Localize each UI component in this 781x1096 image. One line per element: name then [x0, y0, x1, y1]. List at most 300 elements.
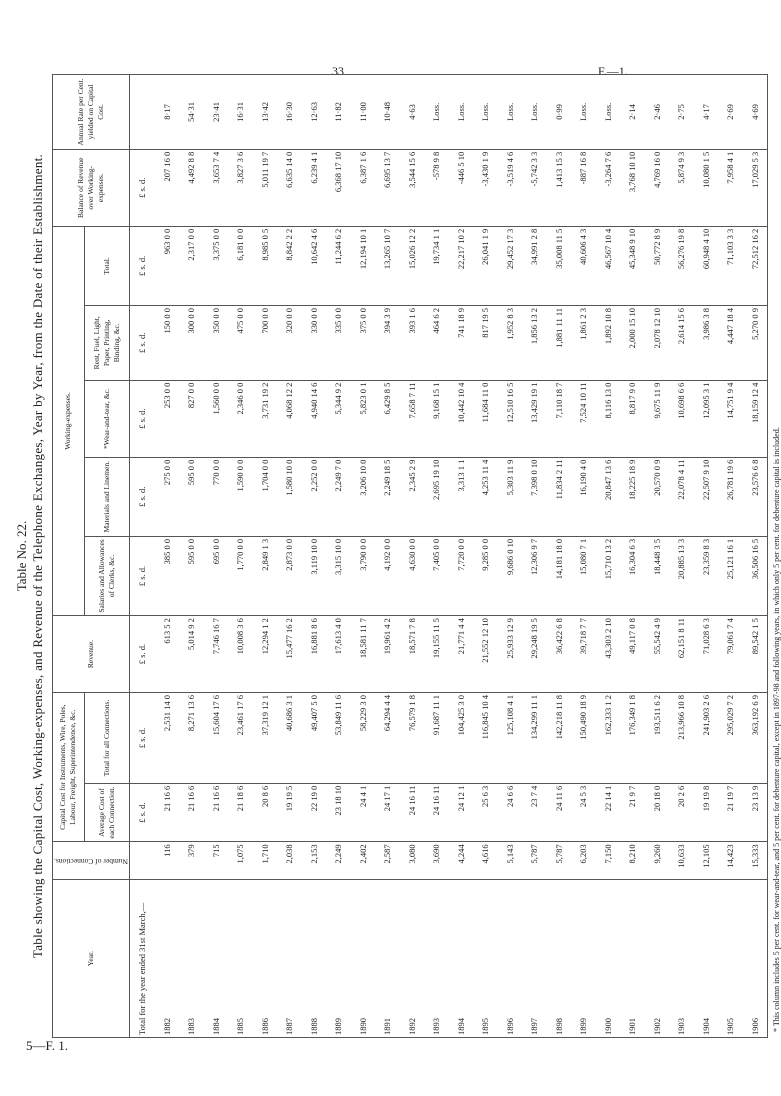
cell-cap: 23,461 17 6	[228, 693, 253, 784]
cell-rev: 79,061 7 4	[718, 616, 743, 693]
cell-rev: 62,151 8 11	[669, 616, 694, 693]
cell-tot: 8,842 2 2	[277, 226, 302, 305]
cell-avg: 23 18 10	[326, 783, 351, 842]
cell-rent: 464 6 2	[424, 305, 449, 380]
cell-cap: 162,333 1 2	[595, 693, 620, 784]
cell-avg: 24 6 6	[497, 783, 522, 842]
cell-wear: 5,344 9 2	[326, 380, 351, 457]
cell-year: 1893	[424, 880, 449, 1038]
cell-sal: 3,790 0 0	[350, 536, 375, 615]
cell-avg: 21 18 6	[228, 783, 253, 842]
cell-tot: 19,734 1 1	[424, 226, 449, 305]
cell-avg: 24 5 3	[571, 783, 596, 842]
cell-year: 1891	[375, 880, 400, 1038]
header-working: Working-expenses.	[53, 226, 85, 615]
cell-rate: Loss.	[571, 75, 596, 150]
cell-rent: 1,861 2 3	[571, 305, 596, 380]
cell-rate: 4·17	[693, 75, 718, 150]
cell-avg: 20 2 6	[669, 783, 694, 842]
cell-year: 1901	[620, 880, 645, 1038]
cell-wear: 4,940 14 6	[301, 380, 326, 457]
units-label: £ s. d.	[129, 536, 154, 615]
cell-cap: 104,425 3 0	[448, 693, 473, 784]
cell-mat: 20,847 13 6	[595, 457, 620, 536]
table-row	[546, 75, 571, 1038]
cell-bal: -887 16 8	[571, 149, 596, 226]
cell-mat: 595 0 0	[179, 457, 204, 536]
cell-rent: 320 0 0	[277, 305, 302, 380]
cell-avg: 23 13 9	[742, 783, 767, 842]
cell-cap: 150,490 18 9	[571, 693, 596, 784]
cell-cap: 64,294 4 4	[375, 693, 400, 784]
cell-bal: -578 9 8	[424, 149, 449, 226]
cell-rate: 8·17	[154, 75, 179, 150]
cell-cap: 213,966 10 8	[669, 693, 694, 784]
header-salaries: Salaries and Allowances of Clerks, &c.	[84, 536, 129, 615]
cell-conn: 1,075	[228, 842, 253, 880]
table-row	[228, 75, 253, 1038]
cell-year: 1895	[473, 880, 498, 1038]
table-row	[473, 75, 498, 1038]
table-row	[424, 75, 449, 1038]
cell-avg: 23 7 4	[522, 783, 547, 842]
cell-cap: 91,687 11 1	[424, 693, 449, 784]
cell-cap: 116,845 10 4	[473, 693, 498, 784]
cell-wear: 7,524 10 11	[571, 380, 596, 457]
cell-mat: 2,695 19 10	[424, 457, 449, 536]
cell-sal: 14,181 18 0	[546, 536, 571, 615]
cell-sal: 7,405 0 0	[424, 536, 449, 615]
cell-tot: 56,276 19 8	[669, 226, 694, 305]
cell-bal: 4,492 8 8	[179, 149, 204, 226]
cell-wear: 827 0 0	[179, 380, 204, 457]
cell-sal: 3,119 10 0	[301, 536, 326, 615]
cell-rent: 350 0 0	[203, 305, 228, 380]
cell-sal: 12,306 9 7	[522, 536, 547, 615]
cell-rate: 2·46	[644, 75, 669, 150]
cell-sal: 15,080 7 1	[571, 536, 596, 615]
table-body	[129, 75, 767, 1038]
cell-conn: 379	[179, 842, 204, 880]
cell-rev: 49,117 0 8	[620, 616, 645, 693]
cell-sal: 4,630 0 0	[399, 536, 424, 615]
table-subtitle: Table showing the Capital Cost, Working-expenses, and Revenue of the Telephone Exchanges, Year by Year, from the Date of their Establishment.	[30, 153, 45, 959]
header-capital: Capital Cost for Instruments, Wire, Poles, Labour, Freight, Superintendence, &c.	[53, 693, 85, 842]
cell-year: 1897	[522, 880, 547, 1038]
cell-rate: 4·69	[742, 75, 767, 150]
cell-sal: 20,885 13 3	[669, 536, 694, 615]
cell-conn: 5,787	[522, 842, 547, 880]
cell-mat: 23,576 6 8	[742, 457, 767, 536]
table-row	[522, 75, 547, 1038]
cell-tot: 50,772 8 9	[644, 226, 669, 305]
cell-mat: 2,249 7 0	[326, 457, 351, 536]
cell-rev: 71,028 6 3	[693, 616, 718, 693]
cell-bal: 6,635 14 0	[277, 149, 302, 226]
cell-tot: 10,642 4 6	[301, 226, 326, 305]
cell-year: 1883	[179, 880, 204, 1038]
table-row	[399, 75, 424, 1038]
cell-rev: 29,248 19 5	[522, 616, 547, 693]
cell-tot: 2,317 0 0	[179, 226, 204, 305]
table-title	[14, 56, 46, 1056]
cell-rate: 2·69	[718, 75, 743, 150]
cell-tot: 34,991 2 8	[522, 226, 547, 305]
cell-wear: 13,429 19 1	[522, 380, 547, 457]
cell-rent: 150 0 0	[154, 305, 179, 380]
page-number: 33	[332, 64, 344, 78]
table-row	[277, 75, 302, 1038]
cell-rev: 16,881 8 6	[301, 616, 326, 693]
header-revenue: Revenue.	[53, 616, 130, 693]
units-label: £ s. d.	[129, 305, 154, 380]
cell-rev: 12,294 1 2	[252, 616, 277, 693]
cell-conn: 9,260	[644, 842, 669, 880]
cell-avg: 22 19 0	[301, 783, 326, 842]
cell-rev: 5,014 9 2	[179, 616, 204, 693]
cell-tot: 45,348 9 10	[620, 226, 645, 305]
cell-year: 1902	[644, 880, 669, 1038]
cell-year: 1899	[571, 880, 596, 1038]
data-table	[52, 74, 768, 1038]
cell-tot: 60,948 4 10	[693, 226, 718, 305]
cell-rev: 19,155 11 5	[424, 616, 449, 693]
cell-mat: 3,206 10 0	[350, 457, 375, 536]
cell-tot: 3,375 0 0	[203, 226, 228, 305]
cell-wear: 14,751 9 4	[718, 380, 743, 457]
cell-mat: 1,590 0 0	[228, 457, 253, 536]
cell-tot: 46,567 10 4	[595, 226, 620, 305]
cell-rent: 817 19 5	[473, 305, 498, 380]
cell-sal: 4,192 0 0	[375, 536, 400, 615]
cell-rate: 2·14	[620, 75, 645, 150]
cell-wear: 5,823 0 1	[350, 380, 375, 457]
cell-year: 1884	[203, 880, 228, 1038]
cell-rent: 335 0 0	[326, 305, 351, 380]
cell-rate: Loss.	[448, 75, 473, 150]
header-year: Year.	[53, 880, 130, 1038]
cell-bal: -3,430 1 9	[473, 149, 498, 226]
cell-rate: 16·30	[277, 75, 302, 150]
cell-rent: 300 0 0	[179, 305, 204, 380]
cell-conn: 4,244	[448, 842, 473, 880]
cell-wear: 1,560 0 0	[203, 380, 228, 457]
cell-rent: 1,881 11 11	[546, 305, 571, 380]
cell-sal: 385 0 0	[154, 536, 179, 615]
cell-tot: 12,194 10 1	[350, 226, 375, 305]
cell-cap: 176,349 1 8	[620, 693, 645, 784]
cell-rent: 475 0 0	[228, 305, 253, 380]
row-lead: Total for the year ended 31st March,—	[129, 880, 154, 1038]
cell-conn: 5,787	[546, 842, 571, 880]
cell-rev: 36,422 6 8	[546, 616, 571, 693]
cell-bal: 4,769 16 0	[644, 149, 669, 226]
cell-year: 1886	[252, 880, 277, 1038]
cell-year: 1905	[718, 880, 743, 1038]
cell-avg: 20 18 0	[644, 783, 669, 842]
cell-bal: 6,239 4 1	[301, 149, 326, 226]
cell-wear: 10,442 10 4	[448, 380, 473, 457]
cell-year: 1882	[154, 880, 179, 1038]
cell-avg: 25 6 3	[473, 783, 498, 842]
cell-rate: 12·63	[301, 75, 326, 150]
cell-mat: 18,225 18 9	[620, 457, 645, 536]
cell-bal: 6,368 17 10	[326, 149, 351, 226]
cell-rate: Loss.	[424, 75, 449, 150]
table-row	[179, 75, 204, 1038]
cell-rent: 2,614 15 6	[669, 305, 694, 380]
cell-rev: 10,008 3 6	[228, 616, 253, 693]
cell-rent: 5,270 0 9	[742, 305, 767, 380]
cell-sal: 9,686 0 10	[497, 536, 522, 615]
cell-rate: 2·75	[669, 75, 694, 150]
cell-tot: 963 0 0	[154, 226, 179, 305]
cell-year: 1885	[228, 880, 253, 1038]
cell-rate: 11·00	[350, 75, 375, 150]
cell-rent: 375 0 0	[350, 305, 375, 380]
cell-avg: 21 9 7	[620, 783, 645, 842]
cell-conn: 15,333	[742, 842, 767, 880]
cell-bal: 1,413 15 3	[546, 149, 571, 226]
cell-rate: 54·31	[179, 75, 204, 150]
cell-rate: 11·82	[326, 75, 351, 150]
cell-rate: Loss.	[473, 75, 498, 150]
cell-year: 1896	[497, 880, 522, 1038]
table-row	[375, 75, 400, 1038]
cell-bal: 17,029 5 3	[742, 149, 767, 226]
cell-mat: 22,078 4 11	[669, 457, 694, 536]
cell-bal: 5,011 19 7	[252, 149, 277, 226]
cell-cap: 40,686 3 1	[277, 693, 302, 784]
cell-rate: 0·99	[546, 75, 571, 150]
table-number: Table No. 22.	[14, 520, 29, 592]
cell-conn: 2,249	[326, 842, 351, 880]
cell-bal: -3,519 4 6	[497, 149, 522, 226]
cell-sal: 2,849 1 3	[252, 536, 277, 615]
cell-mat: 275 0 0	[154, 457, 179, 536]
table-row	[203, 75, 228, 1038]
cell-rate: 10·48	[375, 75, 400, 150]
table-row	[718, 75, 743, 1038]
cell-rev: 21,771 4 4	[448, 616, 473, 693]
cell-year: 1903	[669, 880, 694, 1038]
cell-year: 1888	[301, 880, 326, 1038]
page-reference: F.—1.	[598, 64, 628, 78]
cell-sal: 7,720 0 0	[448, 536, 473, 615]
cell-mat: 7,398 0 10	[522, 457, 547, 536]
cell-wear: 9,168 15 1	[424, 380, 449, 457]
cell-bal: -5,742 3 3	[522, 149, 547, 226]
cell-bal: 10,080 1 5	[693, 149, 718, 226]
cell-tot: 8,985 0 5	[252, 226, 277, 305]
cell-tot: 35,008 11 5	[546, 226, 571, 305]
cell-wear: 6,429 8 5	[375, 380, 400, 457]
table-row	[301, 75, 326, 1038]
cell-wear: 2,346 0 0	[228, 380, 253, 457]
cell-year: 1892	[399, 880, 424, 1038]
cell-sal: 9,285 0 0	[473, 536, 498, 615]
header-total: Total.	[84, 226, 129, 305]
units-label: £ s. d.	[129, 380, 154, 457]
cell-bal: 5,874 9 3	[669, 149, 694, 226]
cell-mat: 1,704 0 0	[252, 457, 277, 536]
cell-rev: 7,746 16 7	[203, 616, 228, 693]
cell-conn: 2,038	[277, 842, 302, 880]
cell-rev: 89,542 1 5	[742, 616, 767, 693]
cell-avg: 24 17 1	[375, 783, 400, 842]
cell-sal: 23,359 8 3	[693, 536, 718, 615]
cell-conn: 10,633	[669, 842, 694, 880]
cell-mat: 2,252 0 0	[301, 457, 326, 536]
cell-avg: 21 19 7	[718, 783, 743, 842]
cell-conn: 12,105	[693, 842, 718, 880]
cell-avg: 24 4 1	[350, 783, 375, 842]
cell-avg: 20 8 6	[252, 783, 277, 842]
cell-rev: 19,961 4 2	[375, 616, 400, 693]
cell-year: 1890	[350, 880, 375, 1038]
cell-tot: 26,041 1 9	[473, 226, 498, 305]
cell-conn: 4,616	[473, 842, 498, 880]
cell-mat: 3,313 1 1	[448, 457, 473, 536]
cell-rent: 4,447 18 4	[718, 305, 743, 380]
cell-wear: 11,684 11 0	[473, 380, 498, 457]
cell-cap: 37,319 12 1	[252, 693, 277, 784]
cell-cap: 76,579 1 8	[399, 693, 424, 784]
cell-tot: 40,606 4 3	[571, 226, 596, 305]
cell-rent: 1,892 10 8	[595, 305, 620, 380]
cell-rent: 394 3 9	[375, 305, 400, 380]
cell-rev: 43,303 2 10	[595, 616, 620, 693]
cell-tot: 72,512 16 2	[742, 226, 767, 305]
cell-tot: 29,452 17 3	[497, 226, 522, 305]
cell-conn: 2,587	[375, 842, 400, 880]
cell-sal: 695 0 0	[203, 536, 228, 615]
cell-mat: 2,249 18 5	[375, 457, 400, 536]
cell-rev: 55,542 4 9	[644, 616, 669, 693]
cell-sal: 3,315 10 0	[326, 536, 351, 615]
cell-sal: 25,121 16 1	[718, 536, 743, 615]
cell-avg: 22 14 1	[595, 783, 620, 842]
header-connections: Number of Connections.	[53, 842, 130, 880]
cell-cap: 193,511 6 2	[644, 693, 669, 784]
cell-sal: 16,304 6 3	[620, 536, 645, 615]
table-row	[620, 75, 645, 1038]
cell-rent: 741 18 9	[448, 305, 473, 380]
cell-avg: 19 19 8	[693, 783, 718, 842]
cell-bal: 3,544 15 6	[399, 149, 424, 226]
units-label: £ s. d.	[129, 226, 154, 305]
cell-rev: 18,571 7 8	[399, 616, 424, 693]
cell-year: 1889	[326, 880, 351, 1038]
cell-rev: 39,718 7 7	[571, 616, 596, 693]
cell-avg: 19 19 5	[277, 783, 302, 842]
cell-tot: 11,244 6 2	[326, 226, 351, 305]
cell-wear: 3,731 19 2	[252, 380, 277, 457]
table-row	[448, 75, 473, 1038]
cell-sal: 15,710 13 2	[595, 536, 620, 615]
cell-cap: 49,407 5 0	[301, 693, 326, 784]
table-row	[644, 75, 669, 1038]
cell-avg: 24 11 6	[546, 783, 571, 842]
cell-rate: 13·42	[252, 75, 277, 150]
cell-cap: 125,108 4 1	[497, 693, 522, 784]
cell-mat: 22,507 9 10	[693, 457, 718, 536]
cell-rate: 23·41	[203, 75, 228, 150]
cell-rev: 17,613 4 0	[326, 616, 351, 693]
cell-mat: 4,253 11 4	[473, 457, 498, 536]
cell-rent: 3,986 3 8	[693, 305, 718, 380]
cell-bal: 6,695 13 7	[375, 149, 400, 226]
cell-rent: 1,856 13 2	[522, 305, 547, 380]
table-row	[571, 75, 596, 1038]
cell-wear: 10,698 6 6	[669, 380, 694, 457]
cell-cap: 58,229 3 0	[350, 693, 375, 784]
cell-cap: 295,029 7 2	[718, 693, 743, 784]
cell-rent: 700 0 0	[252, 305, 277, 380]
cell-year: 1900	[595, 880, 620, 1038]
cell-bal: 3,768 10 10	[620, 149, 645, 226]
units-label: £ s. d.	[129, 783, 154, 842]
page-footer: 5—F. 1.	[26, 1038, 68, 1053]
cell-wear: 253 0 0	[154, 380, 179, 457]
header-rent: Rent, Fuel, Light, Paper, Printing, Binding, &c.	[84, 305, 129, 380]
cell-sal: 595 0 0	[179, 536, 204, 615]
cell-bal: 7,958 4 1	[718, 149, 743, 226]
cell-rent: 393 1 6	[399, 305, 424, 380]
cell-cap: 53,849 11 6	[326, 693, 351, 784]
cell-tot: 22,217 10 2	[448, 226, 473, 305]
cell-cap: 134,299 11 1	[522, 693, 547, 784]
cell-cap: 363,192 6 9	[742, 693, 767, 784]
cell-mat: 26,781 19 6	[718, 457, 743, 536]
units-label: £ s. d.	[129, 693, 154, 784]
cell-wear: 8,817 9 0	[620, 380, 645, 457]
table-row	[252, 75, 277, 1038]
cell-bal: -3,264 7 6	[595, 149, 620, 226]
table-row	[350, 75, 375, 1038]
cell-cap: 15,604 17 6	[203, 693, 228, 784]
cell-conn: 7,150	[595, 842, 620, 880]
cell-avg: 24 12 1	[448, 783, 473, 842]
cell-conn: 715	[203, 842, 228, 880]
cell-avg: 21 16 6	[154, 783, 179, 842]
cell-year: 1894	[448, 880, 473, 1038]
cell-cap: 8,271 13 6	[179, 693, 204, 784]
cell-mat: 11,834 2 11	[546, 457, 571, 536]
cell-conn: 3,080	[399, 842, 424, 880]
table-row	[154, 75, 179, 1038]
cell-rev: 21,552 12 10	[473, 616, 498, 693]
units-row	[129, 75, 154, 1038]
cell-rev: 613 5 2	[154, 616, 179, 693]
table-row	[595, 75, 620, 1038]
cell-avg: 21 16 6	[179, 783, 204, 842]
cell-mat: 2,345 2 9	[399, 457, 424, 536]
cell-bal: 207 16 0	[154, 149, 179, 226]
cell-wear: 7,658 7 11	[399, 380, 424, 457]
table-row	[742, 75, 767, 1038]
cell-conn: 2,153	[301, 842, 326, 880]
cell-mat: 20,570 0 9	[644, 457, 669, 536]
cell-rev: 18,581 11 7	[350, 616, 375, 693]
header-materials: Materials and Linemen.	[84, 457, 129, 536]
cell-year: 1898	[546, 880, 571, 1038]
cell-mat: 16,190 4 0	[571, 457, 596, 536]
cell-mat: 5,303 11 9	[497, 457, 522, 536]
cell-conn: 5,143	[497, 842, 522, 880]
cell-wear: 12,510 16 5	[497, 380, 522, 457]
cell-conn: 1,710	[252, 842, 277, 880]
